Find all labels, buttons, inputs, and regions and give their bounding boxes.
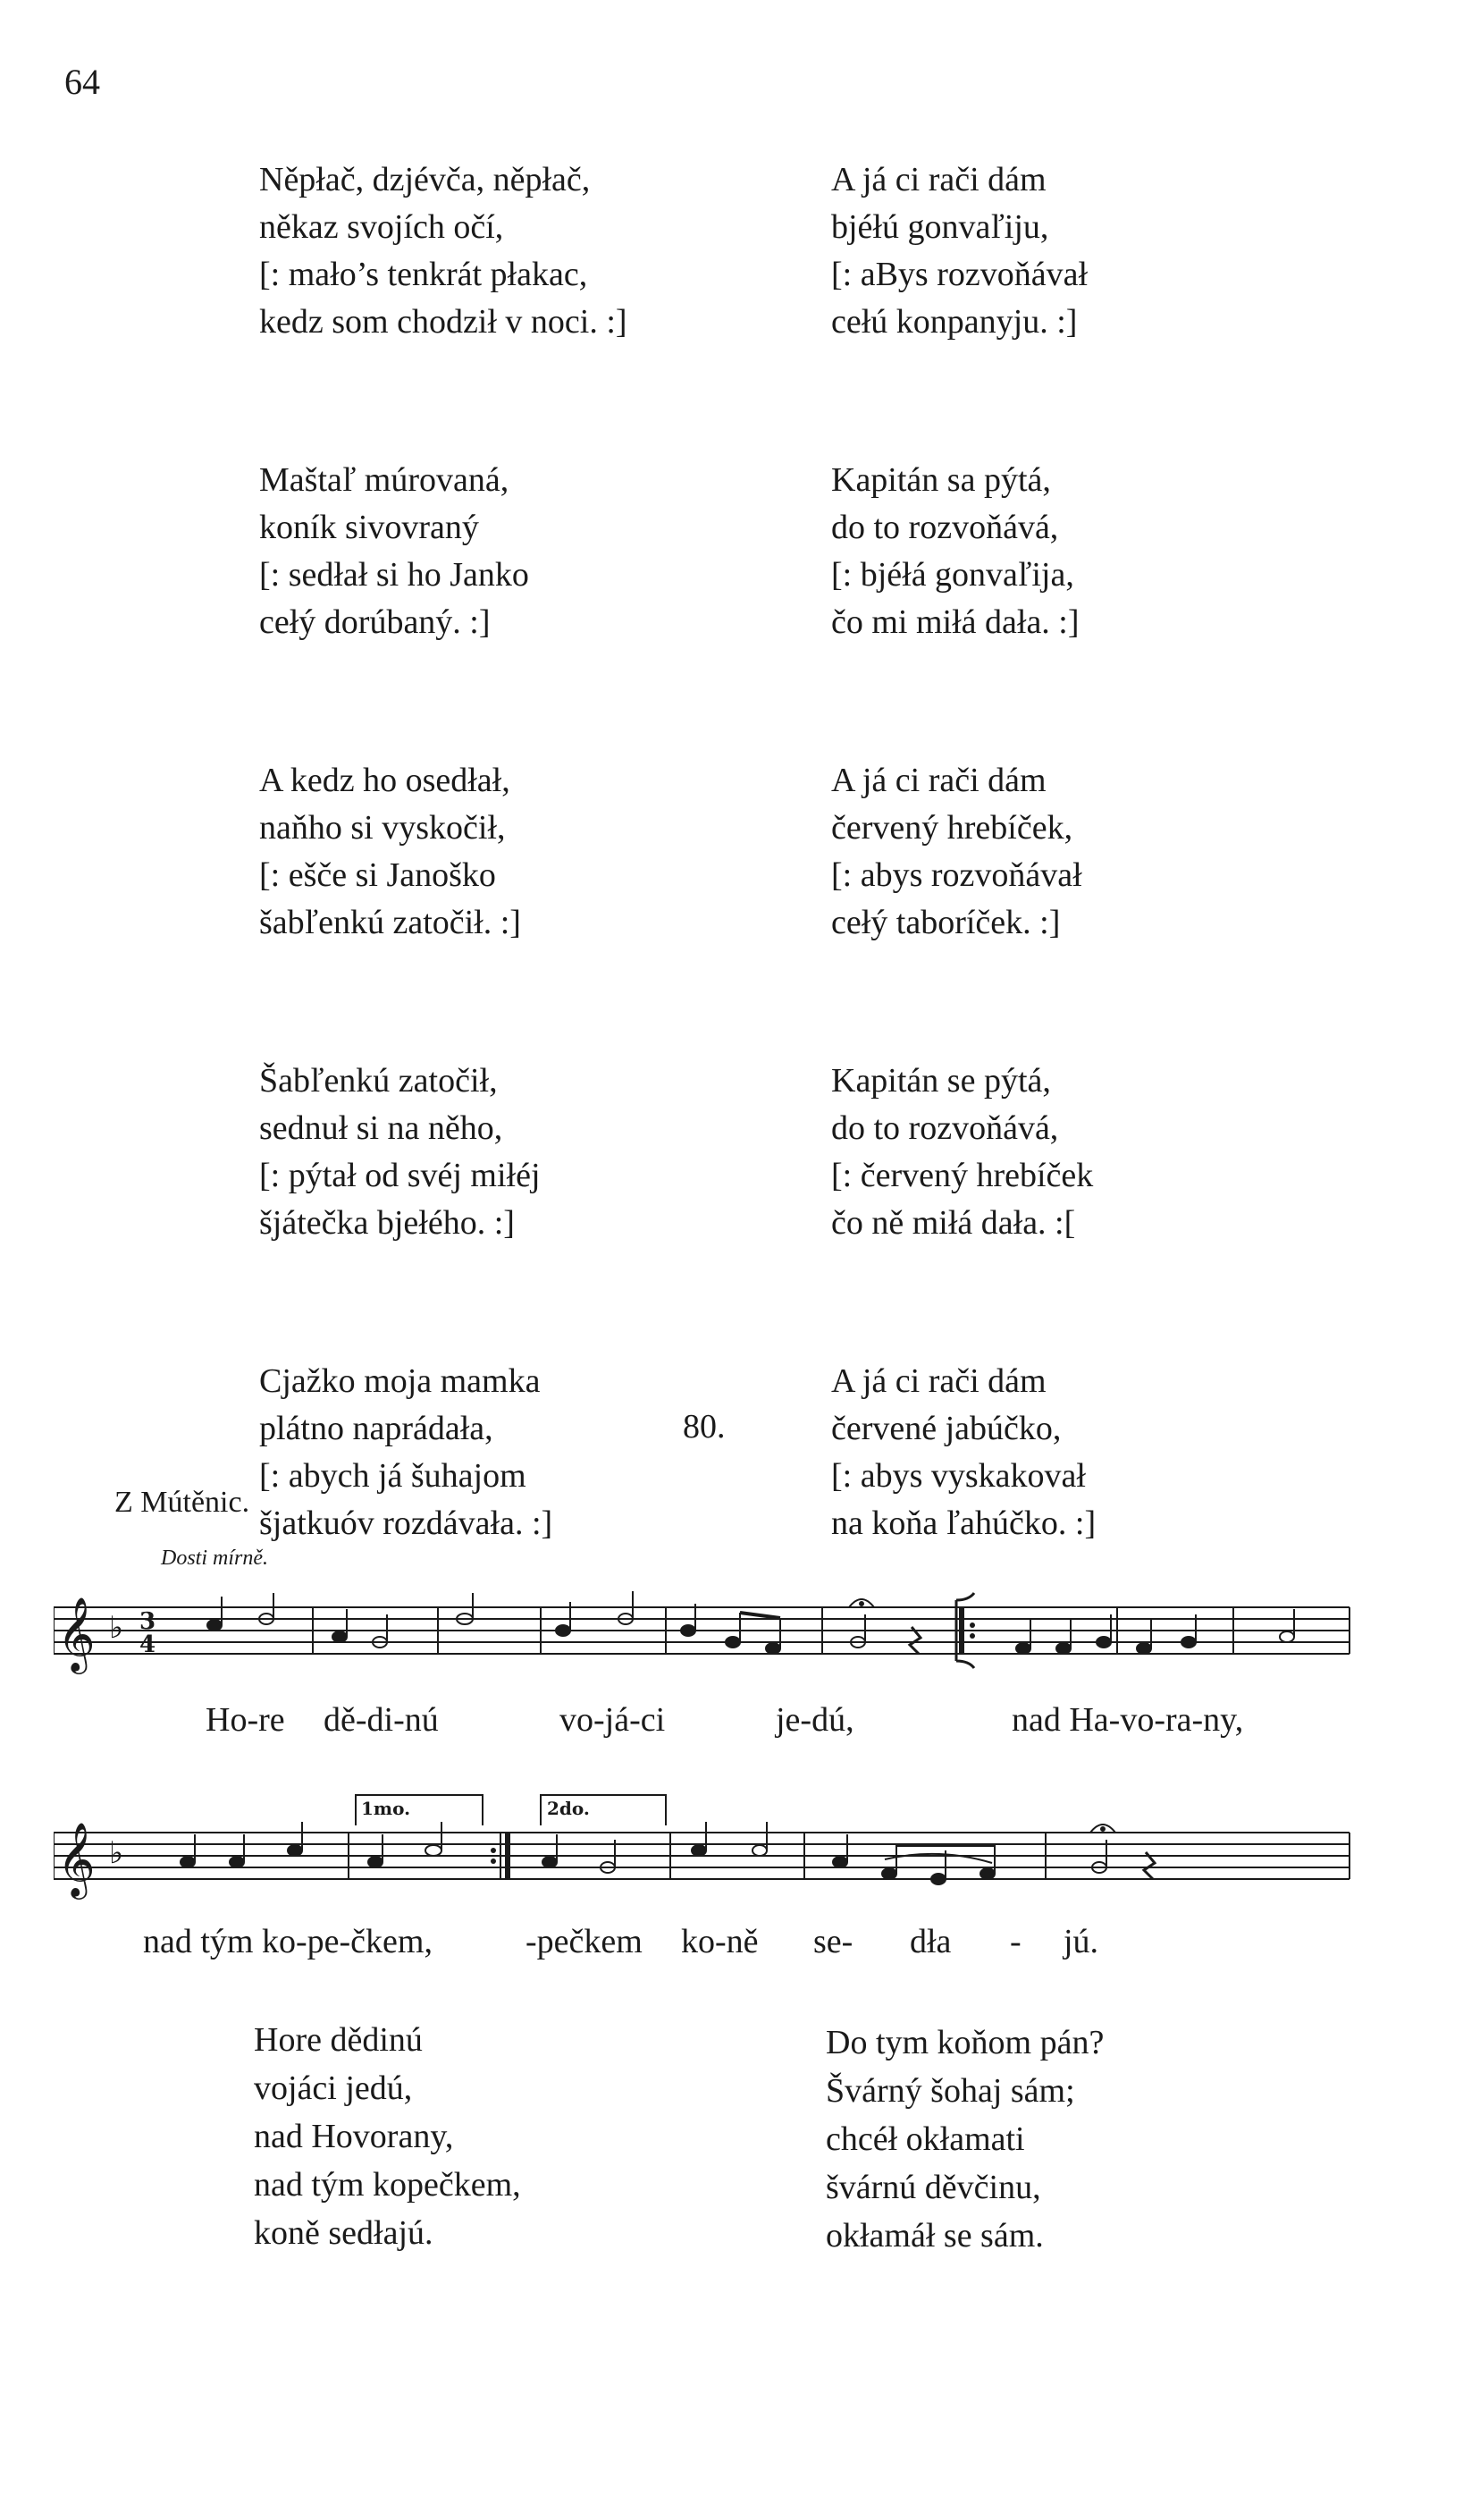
verse-line: švárnú děvčinu, (826, 2169, 1041, 2206)
music-staff-2 (54, 1788, 1358, 1913)
stanza-line: [: abys rozvoňávał (831, 856, 1082, 894)
stanza-line: cełý dorúbaný. :] (259, 603, 491, 641)
lyric-syllable: ko-ně (681, 1923, 759, 1960)
left-column (259, 156, 627, 1658)
stanza-line: [: sedłał si ho Janko (259, 556, 529, 594)
stanza-line: šabľenkú zatočił. :] (259, 904, 521, 941)
stanza-line: A já ci rači dám (831, 762, 1047, 799)
verse-line: chcéł okłamati (826, 2120, 1025, 2158)
lyric-syllable: -pečkem (526, 1923, 643, 1960)
lyric-syllable: se- (813, 1923, 853, 1960)
note (207, 1620, 222, 1631)
stanza (259, 757, 627, 947)
verse-line: Do tym koňom pán? (826, 2024, 1105, 2061)
stanza-line: naňho si vyskočił, (259, 809, 506, 847)
note (556, 1625, 570, 1636)
lyric-syllable: - (1010, 1923, 1022, 1960)
lyric-syllable: vo-já-ci (559, 1701, 666, 1739)
stanza-line: A kedz ho osedłał, (259, 762, 510, 799)
stanza-line: sednuł si na něho, (259, 1109, 503, 1147)
verse-line: nad tým kopečkem, (254, 2166, 521, 2204)
repeat-dot-lower (970, 1633, 975, 1639)
stanza-line: Maštaľ múrovaná, (259, 461, 509, 499)
lyric-syllable: nad tým ko-pe-čkem, (143, 1923, 433, 1960)
lyric-syllable: dě-di-nú (324, 1701, 439, 1739)
stanza-line: šjátečka bjełého. :] (259, 1204, 515, 1242)
stanza-line: [: abych já šuhajom (259, 1457, 526, 1495)
note (542, 1857, 557, 1867)
right-column (831, 156, 1096, 1658)
repeat-dot-lower (491, 1858, 496, 1864)
stanza (831, 1058, 1096, 1247)
lyric-syllable: nad Ha-vo-ra-ny, (1012, 1701, 1244, 1739)
stanza-line: na koňa ľahúčko. :] (831, 1504, 1097, 1542)
stanza-line: A já ci rači dám (831, 1362, 1047, 1400)
song-origin: Z Mútěnic. (114, 1486, 250, 1519)
note (882, 1868, 896, 1879)
stanza-line: Šabľenkú zatočił, (259, 1062, 498, 1100)
note (1137, 1643, 1151, 1654)
stanza (831, 1358, 1096, 1547)
stanza-line: šjatkuóv rozdávała. :] (259, 1504, 553, 1542)
lyric-syllable: je-dú, (776, 1701, 854, 1739)
lyric-syllable: Ho-re (206, 1701, 285, 1739)
stanza-line: [: bjéłá gonvaľija, (831, 556, 1074, 594)
lyric-syllable: jú. (1064, 1923, 1099, 1960)
lyric-syllable: dła (910, 1923, 952, 1960)
volta-label-1: 1mo. (361, 1798, 411, 1819)
note (230, 1857, 244, 1867)
stanza-line: [: červený hrebíček (831, 1157, 1094, 1194)
stanza-line: Cjažko moja mamka (259, 1362, 541, 1400)
stanza-line: Kapitán sa pýtá, (831, 461, 1051, 499)
stanza-line: do to rozvoňává, (831, 509, 1059, 546)
volta-label-2: 2do. (547, 1798, 590, 1819)
note (1016, 1643, 1030, 1654)
verse-right (826, 2019, 1104, 2260)
stanza (259, 457, 627, 646)
stanza (831, 457, 1096, 646)
lyrics-line-2 (0, 1922, 1463, 1967)
stanza-line: červené jabúčko, (831, 1410, 1062, 1447)
stanza-line: cełý taboríček. :] (831, 904, 1061, 941)
note (1056, 1643, 1071, 1654)
note (1181, 1637, 1196, 1648)
time-signature-bottom: 4 (139, 1631, 156, 1658)
note (288, 1845, 302, 1856)
stanza-line: červený hrebíček, (831, 809, 1073, 847)
note (681, 1625, 695, 1636)
note (368, 1857, 383, 1867)
stanza-line: [: ešče si Janoško (259, 856, 496, 894)
stanza-line: cełú konpanyju. :] (831, 303, 1078, 341)
stanza (831, 757, 1096, 947)
note (332, 1631, 347, 1642)
flat-sign: ♭ (109, 1835, 124, 1871)
lyrics-line-1 (0, 1700, 1463, 1745)
stanza-line: A já ci rači dám (831, 161, 1047, 198)
stanza (831, 156, 1096, 346)
stanza-line: koník sivovraný (259, 509, 479, 546)
note (425, 1845, 441, 1856)
stanza-line: [: pýtał od svéj miłéj (259, 1157, 541, 1194)
note (1280, 1631, 1294, 1642)
stanza-line: plátno naprádała, (259, 1410, 493, 1447)
tempo-marking: Dosti mírně. (161, 1547, 268, 1570)
treble-clef: 𝄞 (57, 1821, 96, 1896)
note (753, 1845, 767, 1856)
stanza-line: čo ně miłá dała. :[ (831, 1204, 1076, 1242)
note (766, 1643, 780, 1654)
stanza (259, 156, 627, 346)
verse-line: Hore dědinú (254, 2021, 423, 2059)
music-staff-1 (54, 1582, 1358, 1681)
note (931, 1874, 946, 1884)
note (692, 1845, 706, 1856)
repeat-dot-upper (970, 1622, 975, 1628)
stanza (259, 1358, 627, 1547)
stanza-line: Něpłač, dzjévča, něpłač, (259, 161, 591, 198)
verse-line: Švárný šohaj sám; (826, 2072, 1075, 2110)
note (181, 1857, 195, 1867)
verse-left (254, 2016, 521, 2257)
stanza-line: [: abys vyskakovał (831, 1457, 1086, 1495)
stanza-line: někaz svojích očí, (259, 208, 504, 246)
stanza-line: Kapitán se pýtá, (831, 1062, 1051, 1100)
stanza (259, 1058, 627, 1247)
song-number: 80. (683, 1408, 726, 1445)
repeat-dot-upper (491, 1848, 496, 1853)
stanza-line: čo mi miłá dała. :] (831, 603, 1080, 641)
verse-line: koně sedłajú. (254, 2214, 433, 2252)
flat-sign: ♭ (109, 1610, 124, 1646)
stanza-line: [: aBys rozvoňávał (831, 256, 1089, 293)
verse-line: okłamáł se sám. (826, 2217, 1044, 2255)
time-signature-top: 3 (139, 1608, 156, 1635)
stanza-line: bjéłú gonvaľiju, (831, 208, 1049, 246)
note (980, 1868, 995, 1879)
stanza-line: kedz som chodził v noci. :] (259, 303, 627, 341)
verse-line: nad Hovorany, (254, 2118, 454, 2155)
stanza-line: do to rozvoňává, (831, 1109, 1059, 1147)
page-number: 64 (64, 62, 100, 102)
note (726, 1637, 740, 1648)
note (1097, 1637, 1111, 1648)
stanza-line: [: mało’s tenkrát płakac, (259, 256, 588, 293)
note (833, 1857, 847, 1867)
treble-clef: 𝄞 (57, 1596, 96, 1671)
verse-line: vojáci jedú, (254, 2069, 413, 2107)
